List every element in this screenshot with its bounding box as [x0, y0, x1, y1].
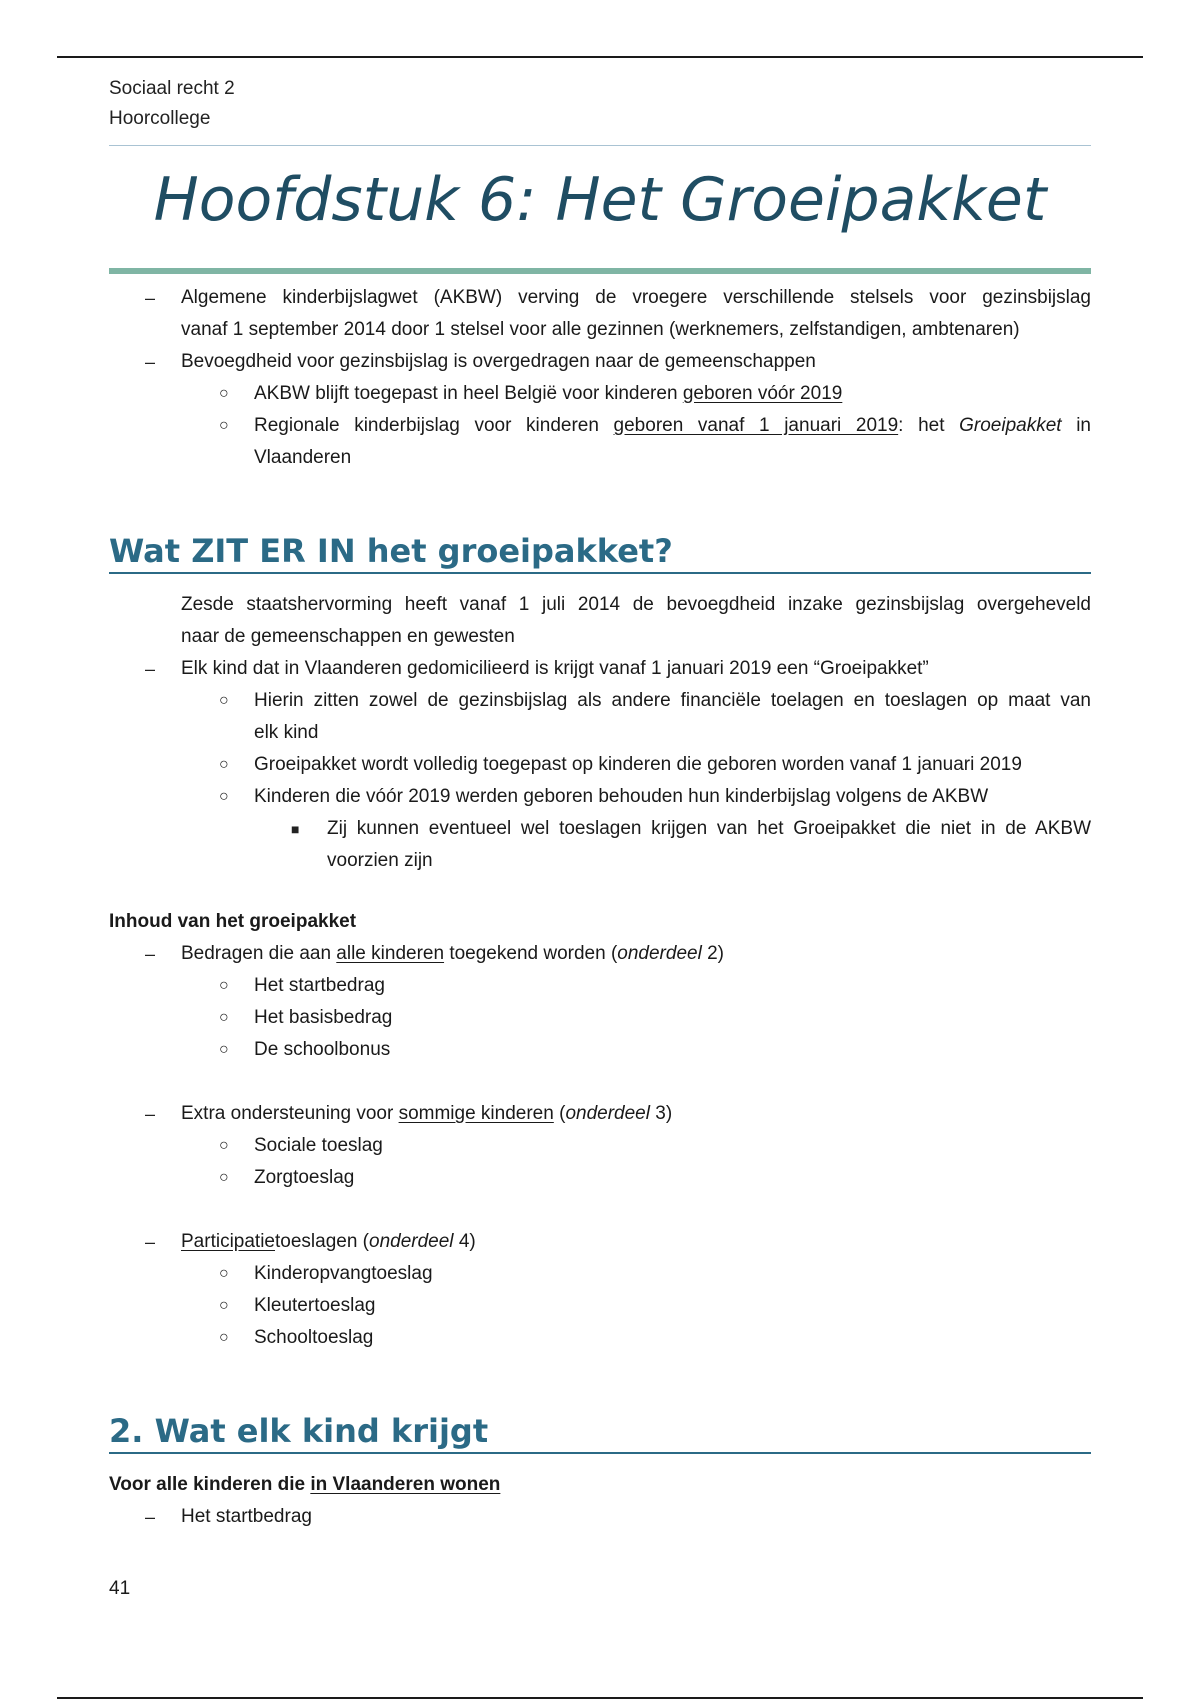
- list-item: [109, 938, 1091, 970]
- text-run: Regionale kinderbijslag voor kinderen: [254, 415, 614, 436]
- page-header: [109, 74, 235, 134]
- circle-bullet-icon: ○: [219, 692, 229, 709]
- list-item: [109, 378, 1091, 410]
- section-heading-wat-elk-kind-krijgt: 2. Wat elk kind krijgt: [109, 1411, 1091, 1454]
- text-run-italic: onderdeel: [617, 943, 702, 964]
- item-text: Sociale toeslag: [254, 1135, 383, 1156]
- text-run: in: [1061, 415, 1091, 436]
- text-line: [254, 410, 1091, 442]
- circle-bullet-icon: ○: [219, 1009, 229, 1026]
- list-item: [109, 749, 1091, 781]
- list-item: [109, 1034, 1091, 1066]
- text-line: Hierin zitten zowel de gezinsbijslag als andere financiële toelagen en toeslagen op maat van: [254, 690, 1091, 711]
- dash-bullet-icon: –: [145, 944, 156, 964]
- text-line: Zij kunnen eventueel wel toeslagen krijgen van het Groeipakket die niet in de AKBW: [327, 818, 1091, 839]
- list-item: [109, 1501, 1091, 1533]
- text-line: voorzien zijn: [327, 850, 433, 871]
- text-run-underlined: alle kinderen: [336, 943, 445, 964]
- text-run: Voor alle kinderen die: [109, 1474, 311, 1495]
- circle-bullet-icon: ○: [219, 1265, 229, 1282]
- item-text: Kinderopvangtoeslag: [254, 1263, 433, 1284]
- list-item: [109, 1226, 1091, 1258]
- text-run: Extra ondersteuning voor: [181, 1103, 399, 1124]
- text-run-italic: onderdeel: [369, 1231, 454, 1252]
- list-item: [109, 970, 1091, 1002]
- item-text: De schoolbonus: [254, 1039, 391, 1060]
- list-item: [109, 1130, 1091, 1162]
- list-item: [109, 1322, 1091, 1354]
- square-bullet-icon: ■: [291, 821, 300, 837]
- text-line: Groeipakket wordt volledig toegepast op kinderen die geboren worden vanaf 1 januari 2019: [254, 754, 1022, 775]
- list-item: [109, 1098, 1091, 1130]
- dash-bullet-icon: –: [145, 352, 156, 372]
- text-line: Bevoegdheid voor gezinsbijslag is overgedragen naar de gemeenschappen: [181, 351, 816, 372]
- section2-content: [109, 1469, 1091, 1533]
- circle-bullet-icon: ○: [219, 1169, 229, 1186]
- item-text: Schooltoeslag: [254, 1327, 374, 1348]
- text-run: Bedragen die aan: [181, 943, 337, 964]
- list-item: [109, 781, 1091, 813]
- subheading-alle-kinderen: [109, 1469, 1091, 1501]
- circle-bullet-icon: ○: [219, 1297, 229, 1314]
- list-item: [109, 1258, 1091, 1290]
- text-run-underlined: sommige kinderen: [398, 1103, 554, 1124]
- text-line: vanaf 1 september 2014 door 1 stelsel voor alle gezinnen (werknemers, zelfstandigen, ambtenaren): [181, 319, 1020, 340]
- circle-bullet-icon: ○: [219, 788, 229, 805]
- list-item: [109, 685, 1091, 749]
- text-line: naar de gemeenschappen en gewesten: [181, 626, 515, 647]
- text-run: toeslagen (: [275, 1231, 370, 1252]
- list-item: [109, 282, 1091, 346]
- list-item: [109, 653, 1091, 685]
- text-line: Kinderen die vóór 2019 werden geboren behouden hun kinderbijslag volgens de AKBW: [254, 786, 989, 807]
- header-course: Sociaal recht 2: [109, 78, 235, 99]
- text-run: toegekend worden (: [444, 943, 618, 964]
- page-number: 41: [109, 1578, 131, 1599]
- text-run-underlined: in Vlaanderen wonen: [310, 1474, 501, 1495]
- text-run: 3): [649, 1103, 673, 1124]
- text-run-underlined: Participatie: [181, 1231, 275, 1252]
- section-heading-groeipakket: Wat ZIT ER IN het groeipakket?: [109, 531, 1091, 574]
- text-run: AKBW blijft toegepast in heel België voor kinderen: [254, 383, 683, 404]
- dash-bullet-icon: –: [145, 1507, 156, 1527]
- page-top-rule: [57, 56, 1143, 58]
- inhoud-content: [109, 906, 1091, 1354]
- dash-bullet-icon: –: [145, 659, 156, 679]
- item-text: Het startbedrag: [181, 1506, 312, 1527]
- dash-bullet-icon: –: [145, 1104, 156, 1124]
- circle-bullet-icon: ○: [219, 1041, 229, 1058]
- list-item: [109, 1290, 1091, 1322]
- circle-bullet-icon: ○: [219, 417, 229, 434]
- section1-content: [109, 589, 1091, 877]
- subheading-inhoud: Inhoud van het groeipakket: [109, 911, 357, 932]
- item-text: Het basisbedrag: [254, 1007, 393, 1028]
- text-line: Vlaanderen: [254, 447, 352, 468]
- paragraph: [109, 589, 1091, 653]
- list-item: [109, 410, 1091, 474]
- circle-bullet-icon: ○: [219, 977, 229, 994]
- header-divider: [109, 145, 1091, 146]
- text-line: Algemene kinderbijslagwet (AKBW) verving de vroegere verschillende stelsels voor gezinsbijslag: [181, 287, 1091, 308]
- text-run: (: [553, 1103, 566, 1124]
- text-run: : het: [898, 415, 960, 436]
- item-text: Zorgtoeslag: [254, 1167, 355, 1188]
- dash-bullet-icon: –: [145, 288, 156, 308]
- circle-bullet-icon: ○: [219, 756, 229, 773]
- text-run-underlined: geboren vóór 2019: [682, 383, 843, 404]
- text-run: 4): [453, 1231, 476, 1252]
- page-bottom-rule: [57, 1697, 1143, 1699]
- text-line: Elk kind dat in Vlaanderen gedomicilieerd is krijgt vanaf 1 januari 2019 een “Groeipakket”: [181, 658, 929, 679]
- item-text: Het startbedrag: [254, 975, 385, 996]
- item-text: Kleutertoeslag: [254, 1295, 376, 1316]
- text-line: elk kind: [254, 722, 319, 743]
- list-item: [109, 1002, 1091, 1034]
- text-run-italic: Groeipakket: [959, 415, 1062, 436]
- text-run-underlined: geboren vanaf 1 januari 2019: [613, 415, 899, 436]
- dash-bullet-icon: –: [145, 1232, 156, 1252]
- text-run: 2): [701, 943, 724, 964]
- circle-bullet-icon: ○: [219, 1137, 229, 1154]
- list-item: [109, 1162, 1091, 1194]
- chapter-title: Hoofdstuk 6: Het Groeipakket: [153, 165, 1047, 235]
- title-underline-bar: [109, 268, 1091, 274]
- spacer: [109, 1066, 1091, 1098]
- list-item: [109, 346, 1091, 378]
- intro-list: [109, 282, 1091, 474]
- spacer: [109, 1194, 1091, 1226]
- header-type: Hoorcollege: [109, 108, 211, 129]
- list-item: [109, 813, 1091, 877]
- circle-bullet-icon: ○: [219, 1329, 229, 1346]
- text-line: Zesde staatshervorming heeft vanaf 1 juli 2014 de bevoegdheid inzake gezinsbijslag overgeheveld: [181, 594, 1091, 615]
- text-run-italic: onderdeel: [565, 1103, 650, 1124]
- circle-bullet-icon: ○: [219, 385, 229, 402]
